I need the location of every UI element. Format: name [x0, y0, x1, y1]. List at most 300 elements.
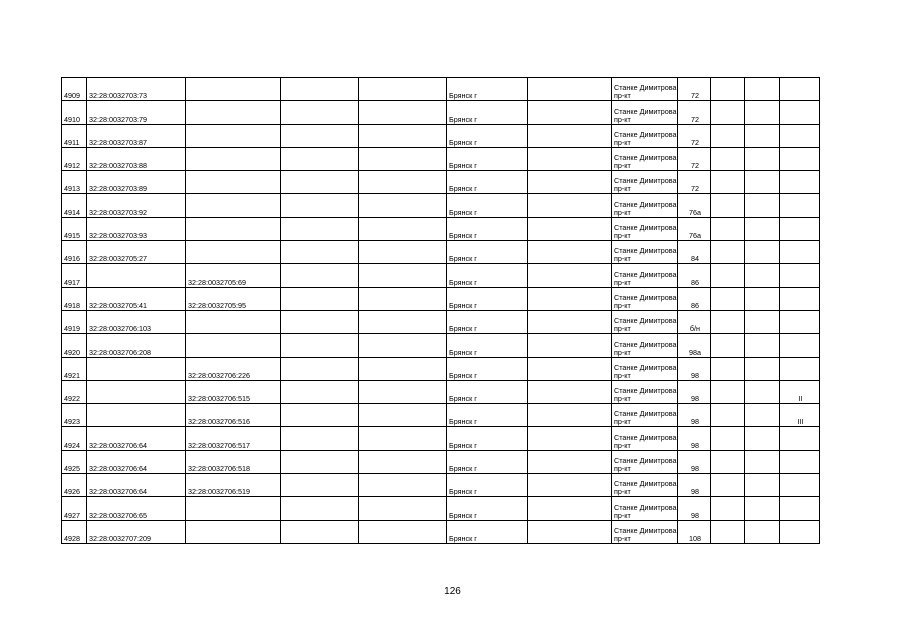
- linked-cadastral-number-cell: [186, 241, 281, 264]
- row-number-cell: 4922: [62, 380, 87, 403]
- empty-cell: [711, 241, 745, 264]
- city-cell: Брянск г: [447, 427, 528, 450]
- linked-cadastral-number-cell: 32:28:0032706:519: [186, 474, 281, 497]
- city-cell: Брянск г: [447, 124, 528, 147]
- table-row: [62, 357, 820, 380]
- cadastral-number-cell: 32:28:0032706:64: [87, 450, 186, 473]
- street-name: Станке Димитрова: [614, 129, 677, 139]
- empty-cell: [745, 171, 780, 194]
- city-cell: Брянск г: [447, 450, 528, 473]
- building-cell: [780, 520, 820, 543]
- table-row: [62, 217, 820, 240]
- empty-cell: [359, 124, 447, 147]
- house-number-cell: 86: [678, 264, 711, 287]
- empty-cell: [359, 497, 447, 520]
- cadastral-number-cell: 32:28:0032703:87: [87, 124, 186, 147]
- row-number-cell: 4912: [62, 147, 87, 170]
- street-type: пр-кт: [614, 231, 631, 241]
- empty-cell: [745, 124, 780, 147]
- building-cell: [780, 474, 820, 497]
- empty-cell: [281, 310, 359, 333]
- empty-cell: [745, 101, 780, 124]
- empty-cell: [528, 287, 612, 310]
- linked-cadastral-number-cell: [186, 334, 281, 357]
- street-type: пр-кт: [614, 254, 631, 264]
- street-cell: [612, 147, 678, 170]
- street-cell: [612, 520, 678, 543]
- street-name: Станке Димитрова: [614, 362, 677, 372]
- house-number-cell: 72: [678, 78, 711, 101]
- empty-cell: [711, 78, 745, 101]
- row-number-cell: 4919: [62, 310, 87, 333]
- empty-cell: [528, 404, 612, 427]
- linked-cadastral-number-cell: [186, 124, 281, 147]
- empty-cell: [528, 124, 612, 147]
- empty-cell: [281, 124, 359, 147]
- building-cell: [780, 287, 820, 310]
- empty-cell: [711, 497, 745, 520]
- cadastral-number-cell: 32:28:0032707:209: [87, 520, 186, 543]
- empty-cell: [359, 171, 447, 194]
- page-number: 126: [444, 586, 461, 597]
- street-cell: [612, 241, 678, 264]
- city-cell: Брянск г: [447, 264, 528, 287]
- street-name: Станке Димитрова: [614, 456, 677, 466]
- empty-cell: [281, 217, 359, 240]
- empty-cell: [281, 171, 359, 194]
- street-name: Станке Димитрова: [614, 83, 677, 93]
- row-number-cell: 4917: [62, 264, 87, 287]
- house-number-cell: 98а: [678, 334, 711, 357]
- building-cell: [780, 171, 820, 194]
- empty-cell: [711, 287, 745, 310]
- cadastral-number-cell: 32:28:0032703:79: [87, 101, 186, 124]
- building-cell: [780, 147, 820, 170]
- table-row: [62, 287, 820, 310]
- cadastral-number-cell: 32:28:0032703:92: [87, 194, 186, 217]
- cadastral-number-cell: 32:28:0032706:64: [87, 427, 186, 450]
- empty-cell: [359, 194, 447, 217]
- street-type: пр-кт: [614, 487, 631, 497]
- street-type: пр-кт: [614, 277, 631, 287]
- street-name: Станке Димитрова: [614, 479, 677, 489]
- row-number-cell: 4928: [62, 520, 87, 543]
- empty-cell: [528, 241, 612, 264]
- street-cell: [612, 427, 678, 450]
- cadastral-number-cell: 32:28:0032703:89: [87, 171, 186, 194]
- empty-cell: [745, 450, 780, 473]
- row-number-cell: 4920: [62, 334, 87, 357]
- city-cell: Брянск г: [447, 497, 528, 520]
- street-name: Станке Димитрова: [614, 502, 677, 512]
- row-number-cell: 4909: [62, 78, 87, 101]
- table-row: [62, 171, 820, 194]
- street-type: пр-кт: [614, 370, 631, 380]
- table-row: [62, 427, 820, 450]
- street-cell: [612, 194, 678, 217]
- empty-cell: [745, 520, 780, 543]
- street-cell: [612, 124, 678, 147]
- building-cell: II: [780, 380, 820, 403]
- empty-cell: [528, 520, 612, 543]
- street-type: пр-кт: [614, 417, 631, 427]
- row-number-cell: 4916: [62, 241, 87, 264]
- empty-cell: [528, 380, 612, 403]
- cadastral-number-cell: 32:28:0032705:41: [87, 287, 186, 310]
- cadastral-number-cell: [87, 380, 186, 403]
- street-type: пр-кт: [614, 440, 631, 450]
- empty-cell: [528, 310, 612, 333]
- street-name: Станке Димитрова: [614, 153, 677, 163]
- house-number-cell: 76а: [678, 194, 711, 217]
- city-cell: Брянск г: [447, 474, 528, 497]
- empty-cell: [745, 264, 780, 287]
- register-table: [61, 77, 820, 544]
- street-type: пр-кт: [614, 510, 631, 520]
- street-cell: [612, 78, 678, 101]
- street-name: Станке Димитрова: [614, 409, 677, 419]
- empty-cell: [359, 78, 447, 101]
- table-row: [62, 147, 820, 170]
- empty-cell: [281, 264, 359, 287]
- street-name: Станке Димитрова: [614, 106, 677, 116]
- table-row: [62, 380, 820, 403]
- empty-cell: [528, 101, 612, 124]
- empty-cell: [528, 264, 612, 287]
- row-number-cell: 4923: [62, 404, 87, 427]
- empty-cell: [359, 310, 447, 333]
- house-number-cell: 72: [678, 171, 711, 194]
- empty-cell: [359, 520, 447, 543]
- city-cell: Брянск г: [447, 334, 528, 357]
- city-cell: Брянск г: [447, 171, 528, 194]
- empty-cell: [528, 357, 612, 380]
- empty-cell: [711, 450, 745, 473]
- street-cell: [612, 217, 678, 240]
- row-number-cell: 4918: [62, 287, 87, 310]
- empty-cell: [745, 497, 780, 520]
- street-name: Станке Димитрова: [614, 525, 677, 535]
- cadastral-number-cell: 32:28:0032703:93: [87, 217, 186, 240]
- street-cell: [612, 310, 678, 333]
- street-type: пр-кт: [614, 347, 631, 357]
- empty-cell: [711, 474, 745, 497]
- house-number-cell: б/н: [678, 310, 711, 333]
- empty-cell: [528, 217, 612, 240]
- empty-cell: [711, 101, 745, 124]
- cadastral-number-cell: 32:28:0032706:64: [87, 474, 186, 497]
- empty-cell: [711, 217, 745, 240]
- row-number-cell: 4910: [62, 101, 87, 124]
- empty-cell: [745, 310, 780, 333]
- empty-cell: [711, 404, 745, 427]
- row-number-cell: 4925: [62, 450, 87, 473]
- street-name: Станке Димитрова: [614, 316, 677, 326]
- building-cell: III: [780, 404, 820, 427]
- house-number-cell: 98: [678, 474, 711, 497]
- building-cell: [780, 264, 820, 287]
- street-type: пр-кт: [614, 161, 631, 171]
- empty-cell: [528, 171, 612, 194]
- empty-cell: [281, 404, 359, 427]
- linked-cadastral-number-cell: [186, 171, 281, 194]
- house-number-cell: 98: [678, 380, 711, 403]
- building-cell: [780, 217, 820, 240]
- table-row: [62, 497, 820, 520]
- table-row: [62, 78, 820, 101]
- empty-cell: [281, 474, 359, 497]
- street-type: пр-кт: [614, 464, 631, 474]
- linked-cadastral-number-cell: 32:28:0032706:226: [186, 357, 281, 380]
- empty-cell: [711, 147, 745, 170]
- street-name: Станке Димитрова: [614, 199, 677, 209]
- building-cell: [780, 101, 820, 124]
- empty-cell: [711, 310, 745, 333]
- linked-cadastral-number-cell: 32:28:0032706:515: [186, 380, 281, 403]
- empty-cell: [528, 147, 612, 170]
- street-type: пр-кт: [614, 324, 631, 334]
- table-row: [62, 264, 820, 287]
- city-cell: Брянск г: [447, 380, 528, 403]
- house-number-cell: 84: [678, 241, 711, 264]
- linked-cadastral-number-cell: [186, 520, 281, 543]
- cadastral-number-cell: [87, 264, 186, 287]
- table-row: [62, 310, 820, 333]
- cadastral-number-cell: 32:28:0032703:73: [87, 78, 186, 101]
- linked-cadastral-number-cell: [186, 310, 281, 333]
- table-row: [62, 520, 820, 543]
- city-cell: Брянск г: [447, 310, 528, 333]
- empty-cell: [711, 124, 745, 147]
- table-row: [62, 334, 820, 357]
- empty-cell: [281, 380, 359, 403]
- street-name: Станке Димитрова: [614, 292, 677, 302]
- street-name: Станке Димитрова: [614, 269, 677, 279]
- city-cell: Брянск г: [447, 241, 528, 264]
- building-cell: [780, 310, 820, 333]
- empty-cell: [528, 78, 612, 101]
- cadastral-number-cell: 32:28:0032703:88: [87, 147, 186, 170]
- empty-cell: [359, 287, 447, 310]
- empty-cell: [281, 450, 359, 473]
- city-cell: Брянск г: [447, 404, 528, 427]
- house-number-cell: 76а: [678, 217, 711, 240]
- street-cell: [612, 357, 678, 380]
- building-cell: [780, 194, 820, 217]
- empty-cell: [281, 241, 359, 264]
- cadastral-number-cell: [87, 357, 186, 380]
- empty-cell: [281, 427, 359, 450]
- street-cell: [612, 404, 678, 427]
- linked-cadastral-number-cell: [186, 217, 281, 240]
- table-row: [62, 450, 820, 473]
- empty-cell: [359, 427, 447, 450]
- city-cell: Брянск г: [447, 147, 528, 170]
- linked-cadastral-number-cell: [186, 497, 281, 520]
- table-row: [62, 194, 820, 217]
- building-cell: [780, 334, 820, 357]
- linked-cadastral-number-cell: 32:28:0032705:69: [186, 264, 281, 287]
- empty-cell: [711, 427, 745, 450]
- city-cell: Брянск г: [447, 217, 528, 240]
- cadastral-number-cell: 32:28:0032706:103: [87, 310, 186, 333]
- house-number-cell: 98: [678, 427, 711, 450]
- empty-cell: [745, 241, 780, 264]
- empty-cell: [528, 334, 612, 357]
- table-row: [62, 474, 820, 497]
- empty-cell: [281, 194, 359, 217]
- house-number-cell: 98: [678, 404, 711, 427]
- empty-cell: [711, 194, 745, 217]
- street-name: Станке Димитрова: [614, 339, 677, 349]
- linked-cadastral-number-cell: 32:28:0032705:95: [186, 287, 281, 310]
- street-cell: [612, 334, 678, 357]
- street-cell: [612, 450, 678, 473]
- empty-cell: [745, 404, 780, 427]
- empty-cell: [528, 474, 612, 497]
- empty-cell: [711, 380, 745, 403]
- empty-cell: [359, 474, 447, 497]
- table-row: [62, 101, 820, 124]
- empty-cell: [745, 147, 780, 170]
- building-cell: [780, 427, 820, 450]
- empty-cell: [281, 78, 359, 101]
- house-number-cell: 98: [678, 450, 711, 473]
- table-row: [62, 404, 820, 427]
- street-cell: [612, 171, 678, 194]
- empty-cell: [359, 334, 447, 357]
- empty-cell: [528, 450, 612, 473]
- linked-cadastral-number-cell: [186, 147, 281, 170]
- empty-cell: [745, 427, 780, 450]
- empty-cell: [281, 497, 359, 520]
- street-name: Станке Димитрова: [614, 223, 677, 233]
- empty-cell: [281, 287, 359, 310]
- building-cell: [780, 241, 820, 264]
- city-cell: Брянск г: [447, 520, 528, 543]
- street-cell: [612, 474, 678, 497]
- street-name: Станке Димитрова: [614, 246, 677, 256]
- row-number-cell: 4924: [62, 427, 87, 450]
- table-row: [62, 241, 820, 264]
- empty-cell: [745, 474, 780, 497]
- empty-cell: [281, 101, 359, 124]
- empty-cell: [359, 450, 447, 473]
- building-cell: [780, 450, 820, 473]
- cadastral-number-cell: 32:28:0032706:65: [87, 497, 186, 520]
- empty-cell: [359, 357, 447, 380]
- city-cell: Брянск г: [447, 357, 528, 380]
- empty-cell: [745, 380, 780, 403]
- row-number-cell: 4913: [62, 171, 87, 194]
- empty-cell: [745, 194, 780, 217]
- street-type: пр-кт: [614, 114, 631, 124]
- empty-cell: [359, 380, 447, 403]
- house-number-cell: 86: [678, 287, 711, 310]
- empty-cell: [359, 241, 447, 264]
- city-cell: Брянск г: [447, 101, 528, 124]
- empty-cell: [281, 334, 359, 357]
- empty-cell: [281, 147, 359, 170]
- empty-cell: [359, 101, 447, 124]
- linked-cadastral-number-cell: [186, 78, 281, 101]
- house-number-cell: 108: [678, 520, 711, 543]
- empty-cell: [711, 520, 745, 543]
- linked-cadastral-number-cell: 32:28:0032706:516: [186, 404, 281, 427]
- empty-cell: [745, 357, 780, 380]
- house-number-cell: 98: [678, 357, 711, 380]
- street-type: пр-кт: [614, 300, 631, 310]
- street-cell: [612, 287, 678, 310]
- cadastral-number-cell: [87, 404, 186, 427]
- house-number-cell: 72: [678, 101, 711, 124]
- empty-cell: [359, 217, 447, 240]
- empty-cell: [711, 334, 745, 357]
- building-cell: [780, 78, 820, 101]
- house-number-cell: 72: [678, 124, 711, 147]
- linked-cadastral-number-cell: [186, 101, 281, 124]
- empty-cell: [528, 194, 612, 217]
- linked-cadastral-number-cell: 32:28:0032706:518: [186, 450, 281, 473]
- street-name: Станке Димитрова: [614, 176, 677, 186]
- cadastral-number-cell: 32:28:0032706:208: [87, 334, 186, 357]
- empty-cell: [711, 264, 745, 287]
- street-cell: [612, 101, 678, 124]
- building-cell: [780, 497, 820, 520]
- street-cell: [612, 380, 678, 403]
- empty-cell: [528, 497, 612, 520]
- street-name: Станке Димитрова: [614, 386, 677, 396]
- table-row: [62, 124, 820, 147]
- street-type: пр-кт: [614, 137, 631, 147]
- empty-cell: [359, 147, 447, 170]
- row-number-cell: 4926: [62, 474, 87, 497]
- empty-cell: [711, 171, 745, 194]
- street-type: пр-кт: [614, 207, 631, 217]
- empty-cell: [281, 357, 359, 380]
- building-cell: [780, 357, 820, 380]
- linked-cadastral-number-cell: 32:28:0032706:517: [186, 427, 281, 450]
- empty-cell: [745, 334, 780, 357]
- row-number-cell: 4915: [62, 217, 87, 240]
- street-type: пр-кт: [614, 184, 631, 194]
- empty-cell: [359, 404, 447, 427]
- street-cell: [612, 264, 678, 287]
- empty-cell: [281, 520, 359, 543]
- street-name: Станке Димитрова: [614, 432, 677, 442]
- city-cell: Брянск г: [447, 194, 528, 217]
- city-cell: Брянск г: [447, 287, 528, 310]
- empty-cell: [359, 264, 447, 287]
- empty-cell: [528, 427, 612, 450]
- row-number-cell: 4921: [62, 357, 87, 380]
- house-number-cell: 98: [678, 497, 711, 520]
- street-type: пр-кт: [614, 533, 631, 543]
- street-cell: [612, 497, 678, 520]
- street-type: пр-кт: [614, 394, 631, 404]
- empty-cell: [745, 78, 780, 101]
- row-number-cell: 4927: [62, 497, 87, 520]
- empty-cell: [745, 287, 780, 310]
- linked-cadastral-number-cell: [186, 194, 281, 217]
- row-number-cell: 4911: [62, 124, 87, 147]
- cadastral-number-cell: 32:28:0032705:27: [87, 241, 186, 264]
- empty-cell: [745, 217, 780, 240]
- city-cell: Брянск г: [447, 78, 528, 101]
- street-type: пр-кт: [614, 91, 631, 101]
- row-number-cell: 4914: [62, 194, 87, 217]
- empty-cell: [711, 357, 745, 380]
